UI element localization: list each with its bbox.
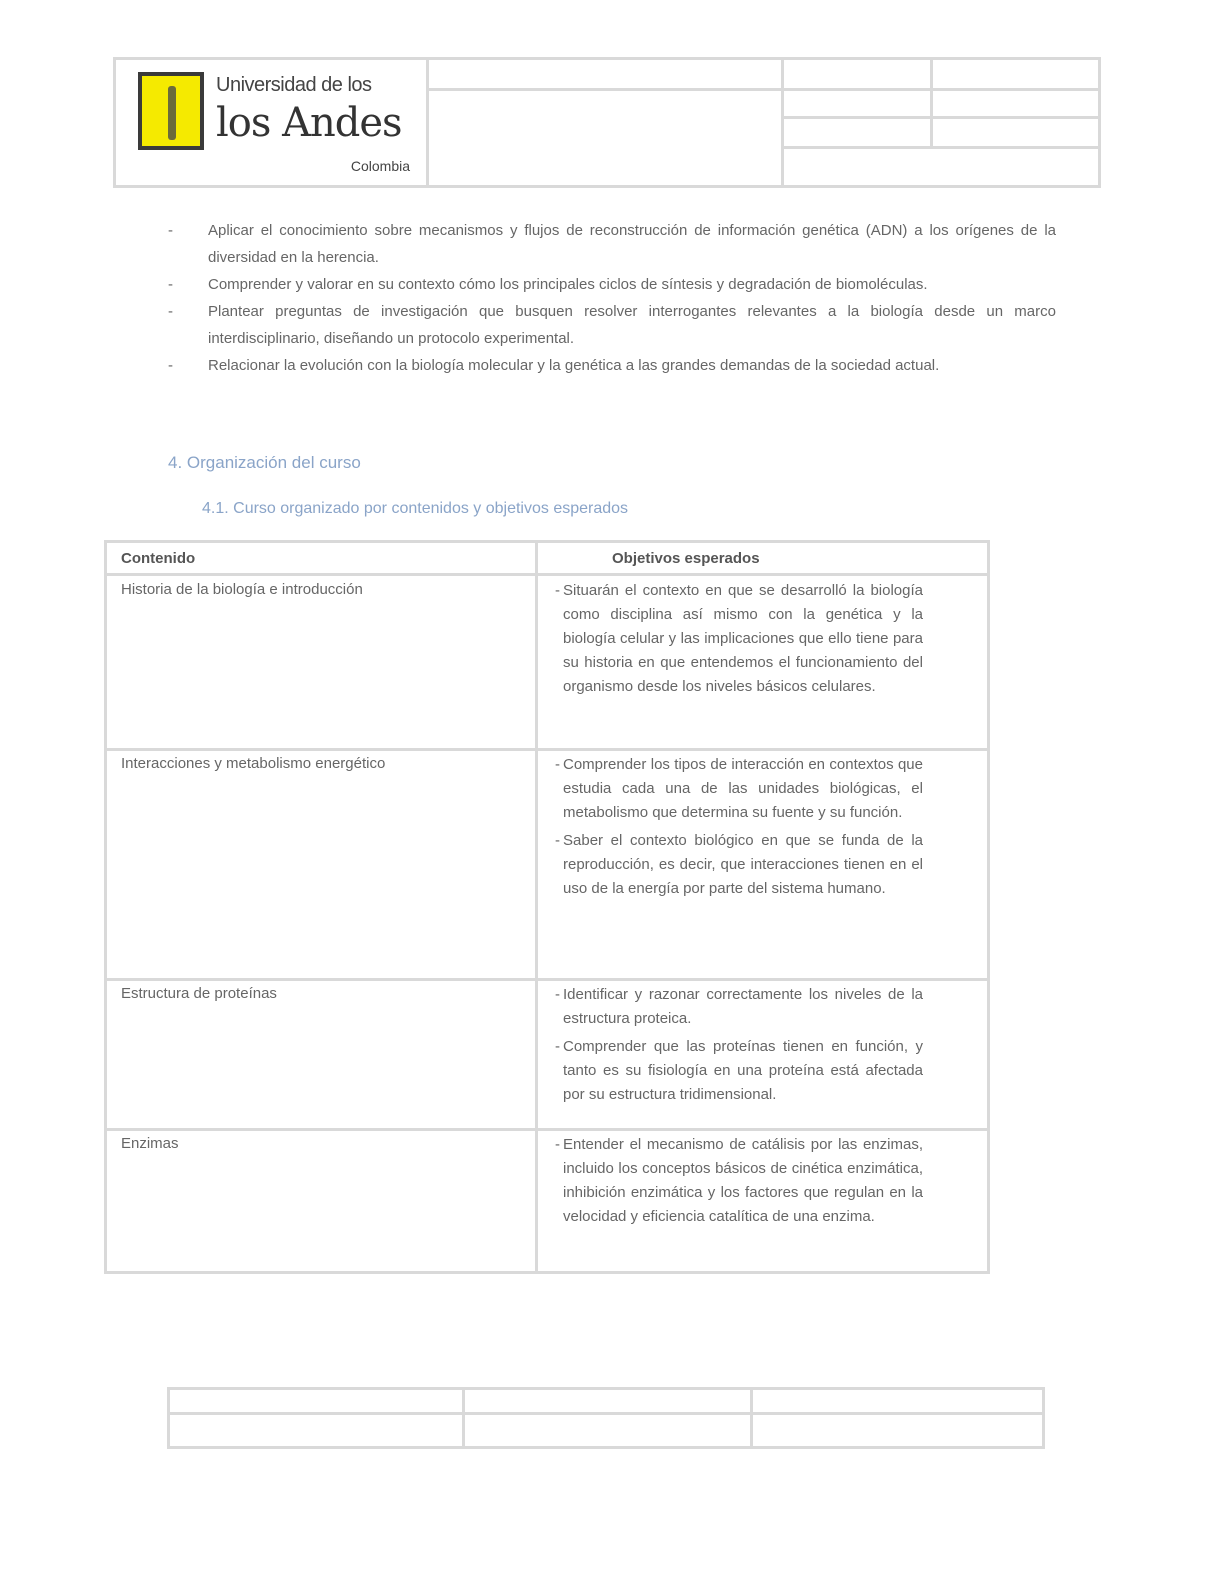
table-divider xyxy=(107,1128,987,1131)
table-cell-content: Estructura de proteínas xyxy=(121,985,277,1002)
list-item: - Comprender y valorar en su contexto cómo los principales ciclos de síntesis y degradación de biomoléculas. xyxy=(168,271,1056,298)
list-item: - Comprender los tipos de interacción en contextos que estudia cada una de las unidades biológicas, el metabolismo que determina su fuente y su función. xyxy=(555,753,923,825)
logo-text-line2: los Andes xyxy=(216,100,402,146)
list-item: - Identificar y razonar correctamente los niveles de la estructura proteica. xyxy=(555,983,923,1031)
content-table xyxy=(104,540,990,1274)
university-logo-icon xyxy=(138,72,204,150)
header-title-row xyxy=(429,60,781,91)
header-meta-divider xyxy=(784,88,1098,91)
table-cell-objectives xyxy=(555,753,923,905)
subsection-heading: 4.1. Curso organizado por contenidos y objetivos esperados xyxy=(202,500,629,517)
bullet-icon: - xyxy=(168,303,173,320)
header-meta-grid xyxy=(784,60,1098,149)
logo-text-line3: Colombia xyxy=(350,158,410,174)
header-title-cell xyxy=(429,60,784,185)
table-divider xyxy=(107,748,987,751)
table-cell-content: Interacciones y metabolismo energético xyxy=(121,755,386,772)
footer-divider xyxy=(750,1390,753,1446)
bullet-icon: - xyxy=(555,1136,560,1153)
bullet-icon: - xyxy=(168,357,173,374)
table-cell-objectives xyxy=(555,983,923,1111)
footer-divider xyxy=(170,1412,1042,1415)
header-meta-divider xyxy=(784,116,1098,119)
table-cell-objectives xyxy=(555,579,923,703)
objectives-list xyxy=(168,217,1056,379)
section-heading: 4. Organización del curso xyxy=(168,453,361,472)
bullet-icon: - xyxy=(168,276,173,293)
list-item: - Comprender que las proteínas tienen en función, y tanto es su fisiología en una proteína está afectada por su estructura tridimensional. xyxy=(555,1035,923,1107)
table-cell-content: Historia de la biología e introducción xyxy=(121,581,363,598)
column-header: Objetivos esperados xyxy=(612,550,760,567)
document-footer xyxy=(167,1387,1045,1449)
list-item: - Situarán el contexto en que se desarrolló la biología como disciplina así mismo con la genética y la biología celular y las implicaciones que ello tiene para su historia en que entendemos el funcionamiento del organismo desde los niveles básicos celulares. xyxy=(555,579,923,699)
bullet-icon: - xyxy=(168,222,173,239)
table-divider xyxy=(107,978,987,981)
table-cell-content: Enzimas xyxy=(121,1135,179,1152)
logo-cell xyxy=(116,60,429,185)
list-item: - Entender el mecanismo de catálisis por las enzimas, incluido los conceptos básicos de cinética enzimática, inhibición enzimática y los factores que regulan en la velocidad y eficiencia catalítica de una enzima. xyxy=(555,1133,923,1229)
table-cell-objectives xyxy=(555,1133,923,1233)
document-header xyxy=(113,57,1101,188)
bullet-icon: - xyxy=(555,832,560,849)
list-item: - Aplicar el conocimiento sobre mecanismos y flujos de reconstrucción de información genética (ADN) a los orígenes de la diversidad en la herencia. xyxy=(168,217,1056,271)
bullet-icon: - xyxy=(555,756,560,773)
header-meta-cell xyxy=(784,60,1098,185)
logo-text-line1: Universidad de los xyxy=(216,74,372,96)
bullet-icon: - xyxy=(555,986,560,1003)
column-header: Contenido xyxy=(121,550,196,567)
list-item: - Plantear preguntas de investigación que busquen resolver interrogantes relevantes a la biología desde un marco interdisciplinario, diseñando un protocolo experimental. xyxy=(168,298,1056,352)
footer-divider xyxy=(462,1390,465,1446)
table-divider xyxy=(107,573,987,576)
bullet-icon: - xyxy=(555,582,560,599)
bullet-icon: - xyxy=(555,1038,560,1055)
list-item: - Saber el contexto biológico en que se funda de la reproducción, es decir, que interacciones tienen en el uso de la energía por parte del sistema humano. xyxy=(555,829,923,901)
list-item: - Relacionar la evolución con la biología molecular y la genética a las grandes demandas de la sociedad actual. xyxy=(168,352,1056,379)
header-meta-divider xyxy=(930,60,933,146)
table-divider xyxy=(535,543,538,1271)
